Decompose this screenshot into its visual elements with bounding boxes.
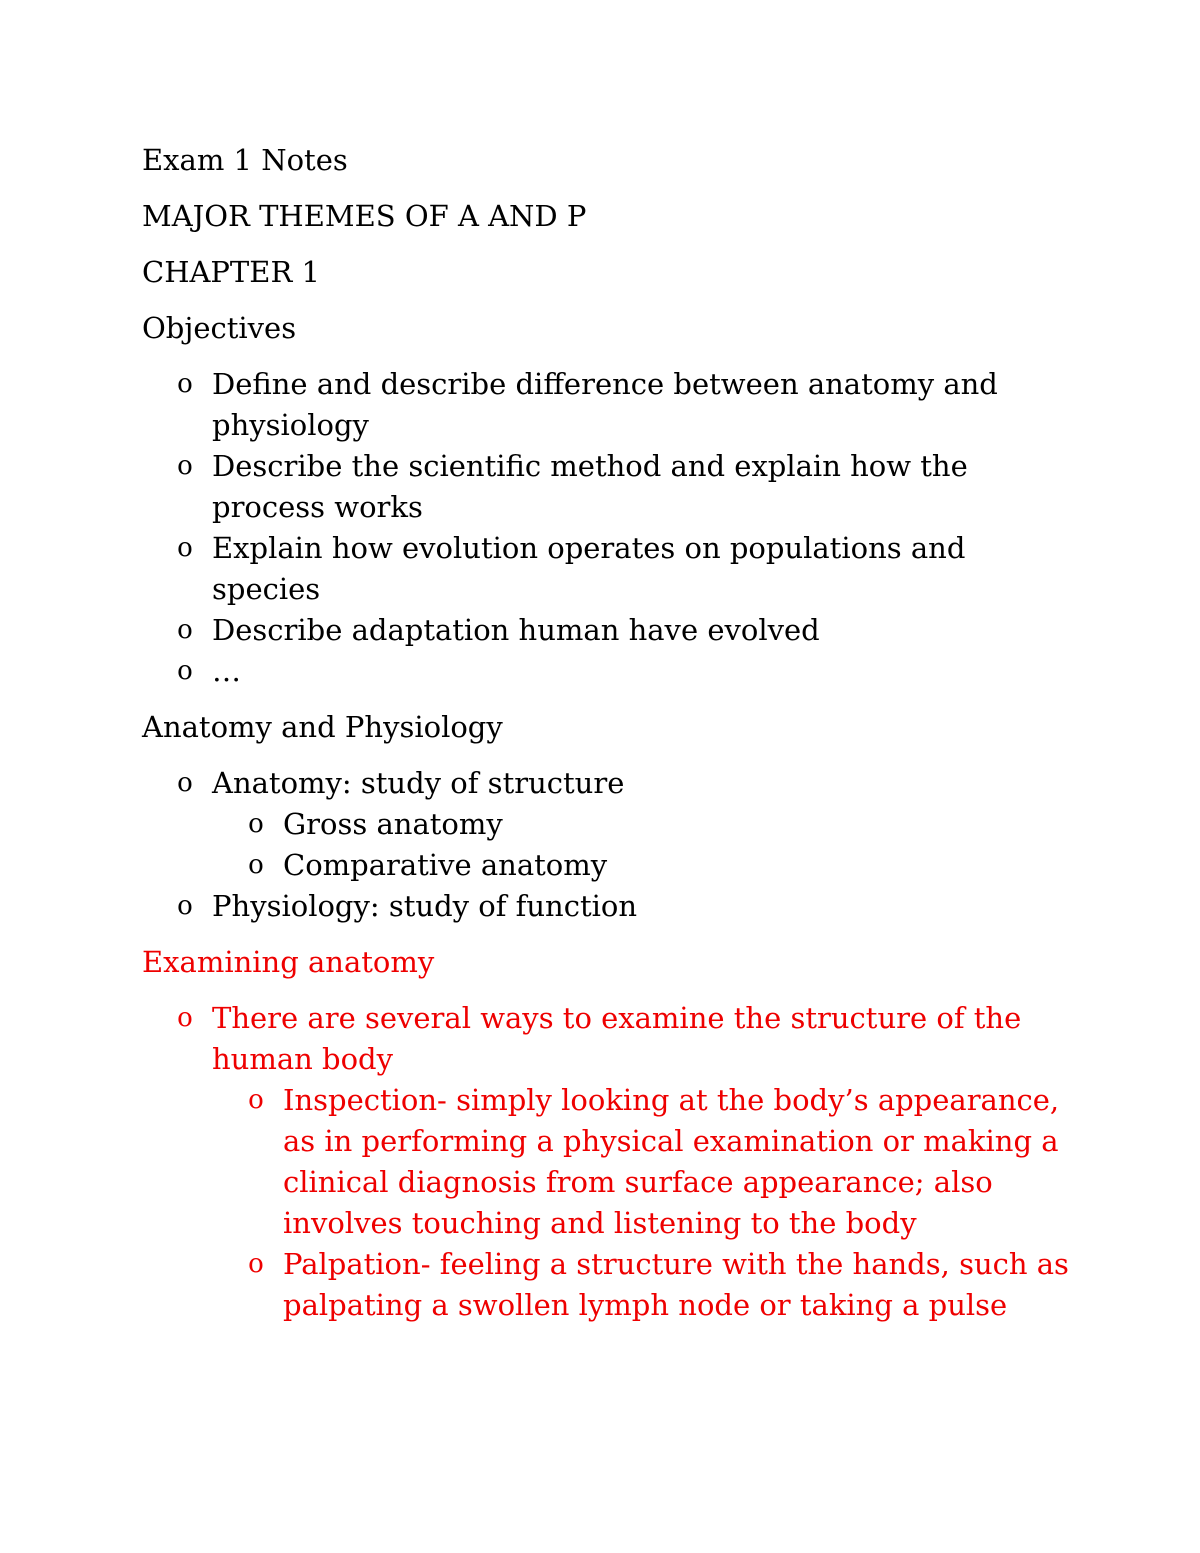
examining-method: Palpation- feeling a structure with the hands, such as palpating a swollen lymph node or taking a pulse [283, 1247, 1069, 1322]
objectives-list [142, 364, 1072, 692]
anatomy-physiology-heading: Anatomy and Physiology [142, 710, 503, 744]
list-item [142, 446, 1072, 528]
list-item [142, 528, 1072, 610]
anatomy-definition: Anatomy: study of structure [212, 766, 625, 800]
examining-method: Inspection- simply looking at the body’s appearance, as in performing a physical examination or making a clinical diagnosis from surface appearance; also involves touching and listening to the body [283, 1083, 1060, 1240]
list-item [142, 610, 1072, 651]
objective-text: … [212, 654, 241, 688]
objective-text: Describe the scientific method and explain how the process works [212, 449, 968, 524]
hollow-bullet-icon: o [177, 1003, 193, 1033]
examining-intro: There are several ways to examine the structure of the human body [212, 1001, 1022, 1076]
hollow-bullet-icon: o [177, 891, 193, 921]
list-item [212, 1080, 1072, 1244]
list-item [142, 364, 1072, 446]
list-item [212, 845, 1072, 886]
objective-text: Explain how evolution operates on populations and species [212, 531, 966, 606]
anatomy-subtype: Comparative anatomy [283, 848, 608, 882]
hollow-bullet-icon: o [177, 656, 193, 686]
anatomy-sublist [212, 804, 1072, 886]
examining-anatomy-heading: Examining anatomy [142, 945, 435, 979]
physiology-definition: Physiology: study of function [212, 889, 638, 923]
anatomy-subtype: Gross anatomy [283, 807, 503, 841]
examining-methods-list [212, 1080, 1072, 1326]
anatomy-physiology-list [142, 763, 1072, 927]
hollow-bullet-icon: o [248, 1249, 264, 1279]
examining-list [142, 998, 1072, 1326]
objective-text: Describe adaptation human have evolved [212, 613, 820, 647]
hollow-bullet-icon: o [248, 850, 264, 880]
hollow-bullet-icon: o [248, 809, 264, 839]
chapter-heading: CHAPTER 1 [142, 255, 320, 289]
list-item [142, 763, 1072, 886]
list-item [212, 804, 1072, 845]
hollow-bullet-icon: o [177, 533, 193, 563]
document-body [142, 140, 1072, 1341]
list-item [142, 651, 1072, 692]
hollow-bullet-icon: o [177, 615, 193, 645]
hollow-bullet-icon: o [177, 369, 193, 399]
list-item [212, 1244, 1072, 1326]
list-item [142, 998, 1072, 1326]
objective-text: Define and describe difference between anatomy and physiology [212, 367, 998, 442]
hollow-bullet-icon: o [177, 451, 193, 481]
doc-subtitle: MAJOR THEMES OF A AND P [142, 199, 587, 233]
objectives-heading: Objectives [142, 311, 297, 345]
hollow-bullet-icon: o [177, 768, 193, 798]
hollow-bullet-icon: o [248, 1085, 264, 1115]
doc-title: Exam 1 Notes [142, 143, 348, 177]
list-item [142, 886, 1072, 927]
